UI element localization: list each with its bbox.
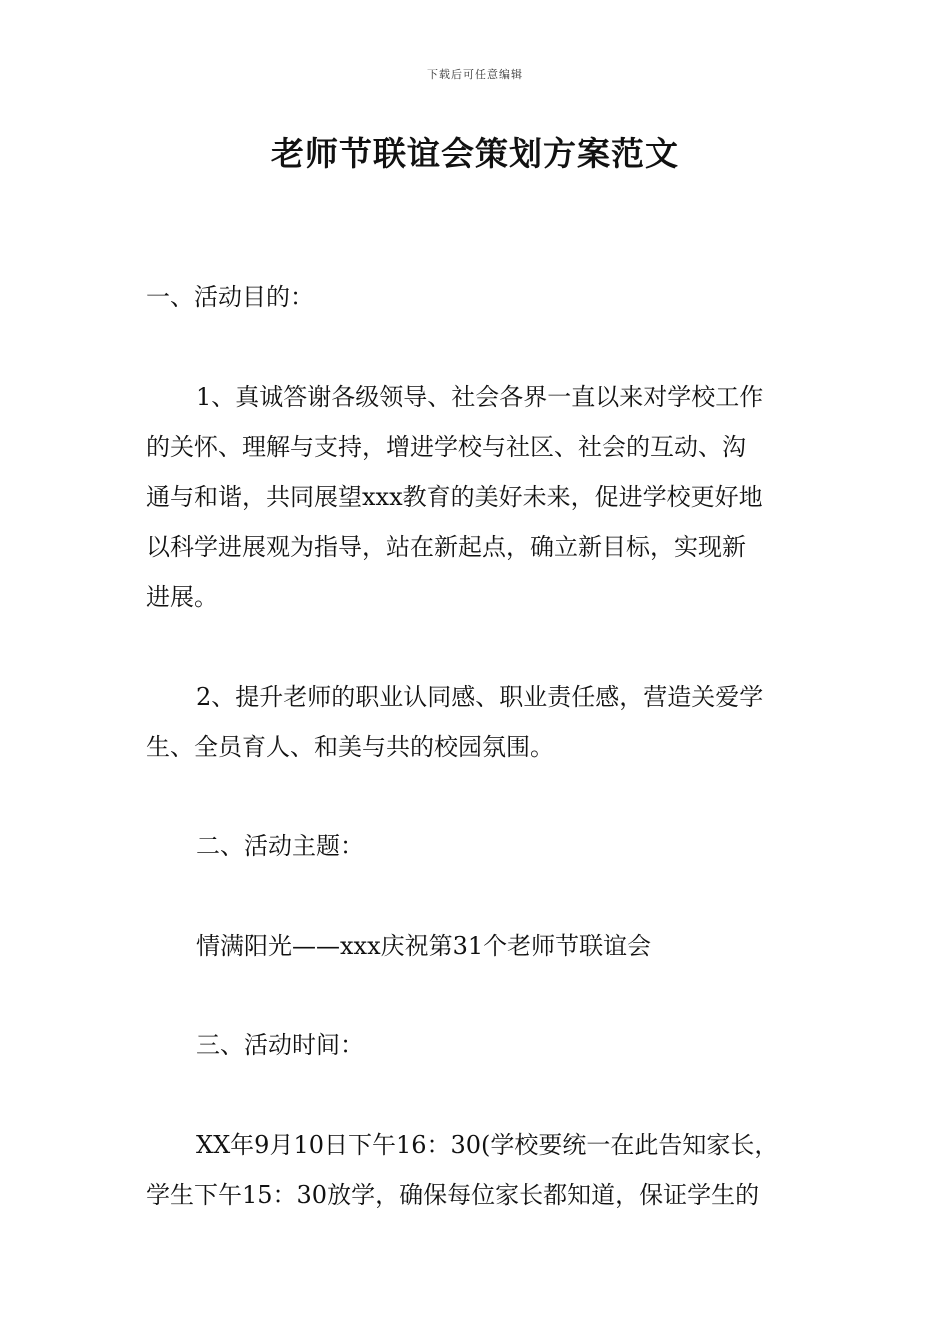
section3-paragraph bbox=[146, 1120, 826, 1220]
paragraph-line: 生、全员育人、和美与共的校园氛围。 bbox=[146, 733, 554, 761]
paragraph-line: 的关怀、理解与支持，增进学校与社区、社会的互动、沟 bbox=[146, 433, 746, 461]
paragraph-line: 以科学进展观为指导，站在新起点，确立新目标，实现新 bbox=[146, 533, 746, 561]
paragraph-line: 通与和谐，共同展望xxx教育的美好未来，促进学校更好地 bbox=[146, 483, 763, 511]
paragraph-line: 2、提升老师的职业认同感、职业责任感，营造关爱学 bbox=[196, 683, 764, 711]
paragraph-line: 进展。 bbox=[146, 583, 218, 611]
paragraph-line: 学生下午15：30放学，确保每位家长都知道，保证学生的 bbox=[146, 1181, 760, 1209]
section3-heading: 三、活动时间： bbox=[196, 1031, 364, 1059]
section1-paragraph-1 bbox=[146, 372, 826, 622]
section1-heading: 一、活动目的： bbox=[146, 283, 314, 311]
paragraph-line: 1、真诚答谢各级领导、社会各界一直以来对学校工作 bbox=[196, 383, 764, 411]
document-title: 老师节联谊会策划方案范文 bbox=[271, 134, 679, 173]
section2-heading: 二、活动主题： bbox=[196, 832, 364, 860]
paragraph-line: XX年9月10日下午16：30(学校要统一在此告知家长， bbox=[196, 1131, 779, 1159]
header-note: 下载后可任意编辑 bbox=[427, 68, 523, 81]
activity-theme: 情满阳光——xxx庆祝第31个老师节联谊会 bbox=[196, 932, 652, 960]
section1-paragraph-2 bbox=[146, 672, 826, 772]
